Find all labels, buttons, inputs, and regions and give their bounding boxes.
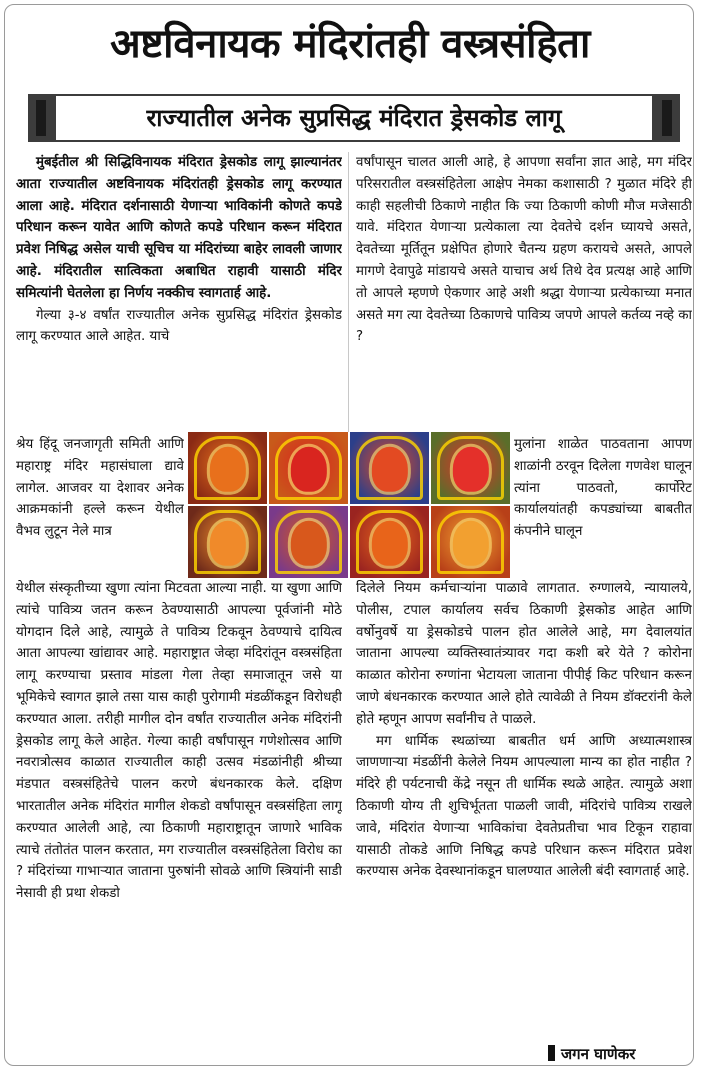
ganesh-idol-photo-4: [431, 432, 510, 504]
author-name: जगन घाणेकर: [561, 1045, 636, 1063]
author-byline: [548, 1042, 688, 1066]
deity-idol: [209, 447, 245, 492]
temple-photo-collage: [188, 432, 510, 578]
right-column-top: [356, 152, 692, 434]
deity-idol: [371, 447, 407, 492]
deity-idol: [371, 521, 407, 566]
lead-paragraph: मुंबईतील श्री सिद्धिविनायक मंदिरात ड्रेसकोड लागू झाल्यानंतर आता राज्यातील अष्टविनायक मंदिरांतही ड्रेसकोड लागू करण्यात आला आहे. मंदिरात दर्शनासाठी येणाऱ्या भाविकांनी कोणते कपडे परिधान करून यावेत आणि कोणते कपडे परिधान करून मंदिरात प्रवेश निषिद्ध असेल याची सूचिच या मंदिरांच्या बाहेर लावली जाणार आहे. मंदिरातील सात्विकता अबाधित राहावी यासाठी मंदिर समित्यांनी घेतलेला हा निर्णय नक्कीच स्वागतार्ह आहे.: [16, 155, 342, 301]
left-column-wrap: [16, 434, 184, 578]
ganesh-idol-photo-3: [350, 432, 429, 504]
ganesh-idol-photo-8: [431, 506, 510, 578]
ganesh-idol-photo-7: [350, 506, 429, 578]
ganesh-idol-photo-1: [188, 432, 267, 504]
deity-idol: [452, 521, 488, 566]
body-paragraph-3-wrap: मुलांना शाळेत पाठवताना आपण शाळांनी ठरवून दिलेला गणवेश घालून त्यांना पाठवतो, कार्पोरेट कार्यालयांतही कपड्यांच्या बाबतीत कंपनीने घालून: [514, 437, 692, 540]
body-paragraph-3-continued: दिलेले नियम कर्मचाऱ्यांना पाळावे लागतात. रुग्णालये, न्यायालये, पोलीस, टपाल कार्यालय सर्वच ठिकाणी ड्रेसकोड आहेत आणि वर्षोनुवर्षे या ड्रेसकोडचे पालन होत आलेले आहे, मग देवालयांत जाताना आपल्या व्यक्तिस्वातंत्र्यावर गदा कशी बरे येते ? कोरोना काळात कोरोना रुग्णांना भेटायला जाताना पीपीई किट परिधान करून जाणे बंधनकारक करण्यात आले होते त्यावेळी ते नियम डॉक्टरांनी केले होते म्हणून आपण सर्वांनीच ते पाळले.: [356, 581, 692, 727]
body-paragraph-1-continued: येथील संस्कृतीच्या खुणा त्यांना मिटवता आल्या नाही. या खुणा आणि त्यांचे पावित्र्य जतन करून ठेवण्यासाठी आपल्या पूर्वजांनी मोठे योगदान दिले आहे, त्यामुळे ते पावित्र्य टिकवून ठेवण्याचे दायित्व आता आपल्या खांद्यावर आहे. महाराष्ट्रात जेव्हा मंदिरांतून वस्त्रसंहिता लागू करण्याचा प्रस्ताव मांडला गेला तेव्हा समाजातून जसे या भूमिकेचे स्वागत झाले तसा यास काही पुरोगामी मंडळींकडून विरोधही करण्यात आला. तरीही मागील दोन वर्षांत राज्यातील अनेक मंदिरांनी ड्रेसकोड लागू केले आहेत. गेल्या काही वर्षांपासून गणेशोत्सव आणि नवरात्रोत्सव काळात राज्यातील काही उत्सव मंडळांनीही श्रीच्या मंडपात वस्त्रसंहितेचे पालन करणे बंधनकारक केले. दक्षिण भारतातील अनेक मंदिरांत मागील शेकडो वर्षांपासून वस्त्रसंहिता लागू करण्यात आलेली आहे, त्या ठिकाणी महाराष्ट्रातून जाणारे भाविक त्याचे तंतोतंत पालन करतात, मग राज्यातील वस्त्रसंहितेला विरोध का ? मंदिरांच्या गाभाऱ्यात जाताना पुरुषांनी सोवळे आणि स्त्रियांनी साडी नेसावी ही प्रथा शेकडो: [16, 581, 342, 902]
right-column-bottom: [356, 578, 692, 1068]
right-column-wrap: [514, 434, 692, 578]
left-column-bottom: [16, 578, 342, 1064]
deity-idol: [290, 447, 326, 492]
subheadline: राज्यातील अनेक सुप्रसिद्ध मंदिरात ड्रेसकोड लागू: [56, 96, 652, 140]
deity-idol: [452, 447, 488, 492]
ganesh-idol-photo-6: [269, 506, 348, 578]
body-paragraph-2: वर्षांपासून चालत आली आहे, हे आपणा सर्वांना ज्ञात आहे, मग मंदिर परिसरातील वस्त्रसंहितेला आक्षेप नेमका कशासाठी ? मुळात मंदिरे ही काही सहलीची ठिकाणे नाहीत कि ज्या ठिकाणी कोणी मौज मजेसाठी यावे. मंदिरात येणाऱ्या प्रत्येकाला त्या देवतेचे दर्शन घ्यायचे असते, देवतेच्या मूर्तितून प्रक्षेपित होणारे चैतन्य ग्रहण करायचे असते, आपले मागणे देवापुढे मांडायचे असते याचाच अर्थ तिथे देव प्रत्यक्ष आहे आणि तो आपले म्हणणे ऐकणार आहे अशी श्रद्धा येणाऱ्या प्रत्येकाच्या मनात असते मग त्या देवतेच्या ठिकाणचे पावित्र्य जपणे आपले कर्तव्य नव्हे का ?: [356, 155, 692, 345]
headline: अष्टविनायक मंदिरांतही वस्त्रसंहिता: [110, 21, 590, 67]
byline-marker: [548, 1045, 555, 1061]
body-paragraph-1-start: गेल्या ३-४ वर्षांत राज्यातील अनेक सुप्रसिद्ध मंदिरांत ड्रेसकोड लागू करण्यात आले आहेत. याचे: [16, 307, 342, 345]
banner-left-bar: [36, 100, 46, 136]
left-column-top: [16, 152, 342, 434]
subheadline-banner: [28, 94, 680, 142]
body-paragraph-4: मग धार्मिक स्थळांच्या बाबतीत धर्म आणि अध्यात्मशास्त्र जाणणाऱ्या मंडळींनी केलेले नियम आपल्याला मान्य का होत नाहीत ? मंदिरे ही पर्यटनाची केंद्रे नसून ती धार्मिक स्थळे आहेत. त्यामुळे अशा ठिकाणी योग्य ती शुचिर्भूतता पाळली जावी, मंदिरांचे पावित्र्य राखले जावे, मंदिरांत येणाऱ्या भाविकांचा देवतेप्रतीचा भाव टिकून राहावा यासाठी तोकडे आणि निषिद्ध कपडे परिधान करून मंदिरात प्रवेश करण्यास अनेक देवस्थानांकडून घालण्यात आलेली बंदी स्वागतार्ह आहे.: [356, 733, 692, 880]
ganesh-idol-photo-5: [188, 506, 267, 578]
ganesh-idol-photo-2: [269, 432, 348, 504]
deity-idol: [209, 521, 245, 566]
banner-right-bar: [662, 100, 672, 136]
deity-idol: [290, 521, 326, 566]
body-paragraph-1-wrap: श्रेय हिंदू जनजागृती समिती आणि महाराष्ट्र मंदिर महासंघाला द्यावे लागेल. आजवर या देशावर अनेक आक्रमकांनी हल्ले करून येथील वैभव लुटून नेले मात्र: [16, 437, 184, 540]
